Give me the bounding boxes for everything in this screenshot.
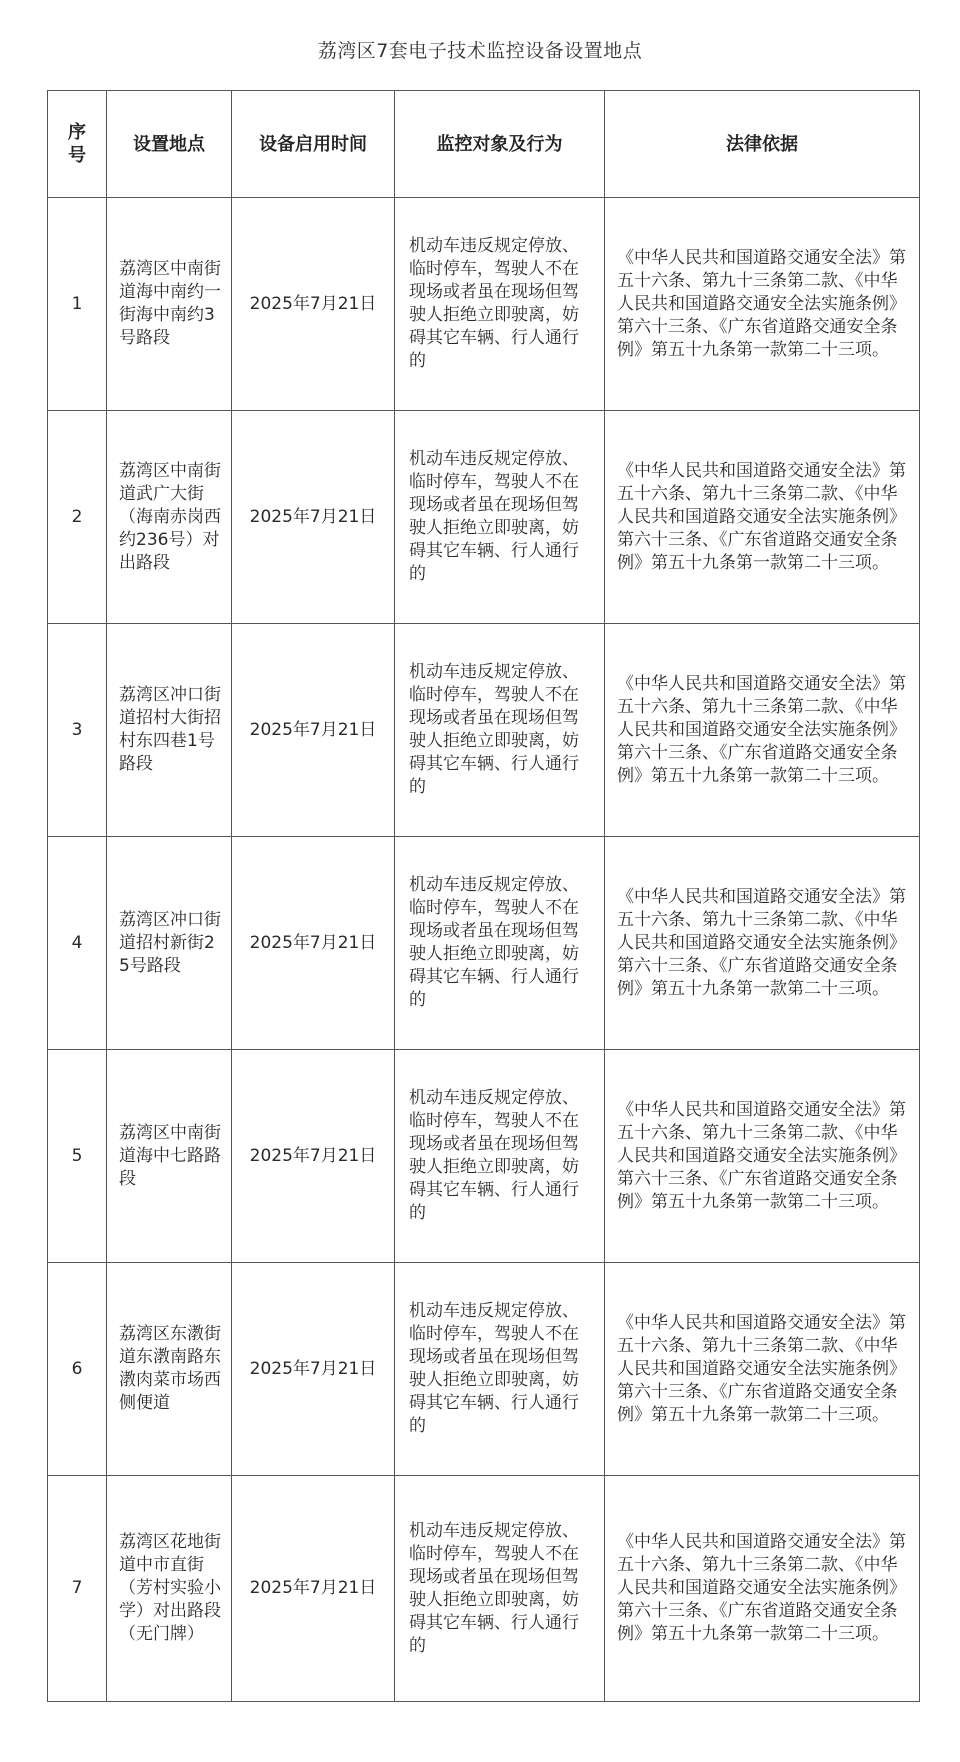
cell-location: 荔湾区中南街道海中南约一街海中南约3号路段 bbox=[107, 198, 232, 411]
cell-behavior: 机动车违反规定停放、临时停车，驾驶人不在现场或者虽在现场但驾驶人拒绝立即驶离，妨碍其它车辆、行人通行的 bbox=[395, 411, 605, 624]
table-row bbox=[48, 837, 920, 1050]
header-behavior: 监控对象及行为 bbox=[395, 91, 605, 198]
table-header-row bbox=[48, 91, 920, 198]
cell-behavior: 机动车违反规定停放、临时停车，驾驶人不在现场或者虽在现场但驾驶人拒绝立即驶离，妨碍其它车辆、行人通行的 bbox=[395, 1476, 605, 1702]
header-no: 序号 bbox=[48, 91, 107, 198]
header-location: 设置地点 bbox=[107, 91, 232, 198]
cell-legal-basis: 《中华人民共和国道路交通安全法》第五十六条、第九十三条第二款、《中华人民共和国道路交通安全法实施条例》第六十三条、《广东省道路交通安全条例》第五十九条第一款第二十三项。 bbox=[605, 837, 920, 1050]
cell-no: 5 bbox=[48, 1050, 107, 1263]
cell-no: 2 bbox=[48, 411, 107, 624]
table-row bbox=[48, 198, 920, 411]
table-row bbox=[48, 1263, 920, 1476]
monitor-locations-table bbox=[47, 90, 920, 1702]
cell-behavior: 机动车违反规定停放、临时停车，驾驶人不在现场或者虽在现场但驾驶人拒绝立即驶离，妨碍其它车辆、行人通行的 bbox=[395, 1263, 605, 1476]
cell-behavior: 机动车违反规定停放、临时停车，驾驶人不在现场或者虽在现场但驾驶人拒绝立即驶离，妨碍其它车辆、行人通行的 bbox=[395, 1050, 605, 1263]
cell-no: 6 bbox=[48, 1263, 107, 1476]
cell-start-date: 2025年7月21日 bbox=[232, 411, 395, 624]
header-start-date: 设备启用时间 bbox=[232, 91, 395, 198]
page-title: 荔湾区7套电子技术监控设备设置地点 bbox=[317, 40, 643, 62]
table-row bbox=[48, 1050, 920, 1263]
cell-legal-basis: 《中华人民共和国道路交通安全法》第五十六条、第九十三条第二款、《中华人民共和国道路交通安全法实施条例》第六十三条、《广东省道路交通安全条例》第五十九条第一款第二十三项。 bbox=[605, 411, 920, 624]
cell-start-date: 2025年7月21日 bbox=[232, 198, 395, 411]
cell-no: 3 bbox=[48, 624, 107, 837]
cell-location: 荔湾区东漖街道东漖南路东漖肉菜市场西侧便道 bbox=[107, 1263, 232, 1476]
cell-location: 荔湾区中南街道武广大街（海南赤岗西约236号）对出路段 bbox=[107, 411, 232, 624]
cell-no: 1 bbox=[48, 198, 107, 411]
table-row bbox=[48, 1476, 920, 1702]
cell-start-date: 2025年7月21日 bbox=[232, 624, 395, 837]
cell-legal-basis: 《中华人民共和国道路交通安全法》第五十六条、第九十三条第二款、《中华人民共和国道路交通安全法实施条例》第六十三条、《广东省道路交通安全条例》第五十九条第一款第二十三项。 bbox=[605, 1263, 920, 1476]
cell-start-date: 2025年7月21日 bbox=[232, 837, 395, 1050]
cell-start-date: 2025年7月21日 bbox=[232, 1050, 395, 1263]
cell-legal-basis: 《中华人民共和国道路交通安全法》第五十六条、第九十三条第二款、《中华人民共和国道路交通安全法实施条例》第六十三条、《广东省道路交通安全条例》第五十九条第一款第二十三项。 bbox=[605, 624, 920, 837]
cell-behavior: 机动车违反规定停放、临时停车，驾驶人不在现场或者虽在现场但驾驶人拒绝立即驶离，妨碍其它车辆、行人通行的 bbox=[395, 837, 605, 1050]
cell-behavior: 机动车违反规定停放、临时停车，驾驶人不在现场或者虽在现场但驾驶人拒绝立即驶离，妨碍其它车辆、行人通行的 bbox=[395, 198, 605, 411]
header-legal-basis: 法律依据 bbox=[605, 91, 920, 198]
cell-legal-basis: 《中华人民共和国道路交通安全法》第五十六条、第九十三条第二款、《中华人民共和国道路交通安全法实施条例》第六十三条、《广东省道路交通安全条例》第五十九条第一款第二十三项。 bbox=[605, 1050, 920, 1263]
cell-start-date: 2025年7月21日 bbox=[232, 1263, 395, 1476]
cell-location: 荔湾区冲口街道招村新街25号路段 bbox=[107, 837, 232, 1050]
cell-location: 荔湾区花地街道中市直街（芳村实验小学）对出路段（无门牌） bbox=[107, 1476, 232, 1702]
cell-legal-basis: 《中华人民共和国道路交通安全法》第五十六条、第九十三条第二款、《中华人民共和国道路交通安全法实施条例》第六十三条、《广东省道路交通安全条例》第五十九条第一款第二十三项。 bbox=[605, 1476, 920, 1702]
cell-no: 4 bbox=[48, 837, 107, 1050]
cell-no: 7 bbox=[48, 1476, 107, 1702]
cell-location: 荔湾区中南街道海中七路路段 bbox=[107, 1050, 232, 1263]
table-row bbox=[48, 624, 920, 837]
cell-behavior: 机动车违反规定停放、临时停车，驾驶人不在现场或者虽在现场但驾驶人拒绝立即驶离，妨碍其它车辆、行人通行的 bbox=[395, 624, 605, 837]
cell-location: 荔湾区冲口街道招村大街招村东四巷1号路段 bbox=[107, 624, 232, 837]
table-row bbox=[48, 411, 920, 624]
cell-legal-basis: 《中华人民共和国道路交通安全法》第五十六条、第九十三条第二款、《中华人民共和国道路交通安全法实施条例》第六十三条、《广东省道路交通安全条例》第五十九条第一款第二十三项。 bbox=[605, 198, 920, 411]
cell-start-date: 2025年7月21日 bbox=[232, 1476, 395, 1702]
